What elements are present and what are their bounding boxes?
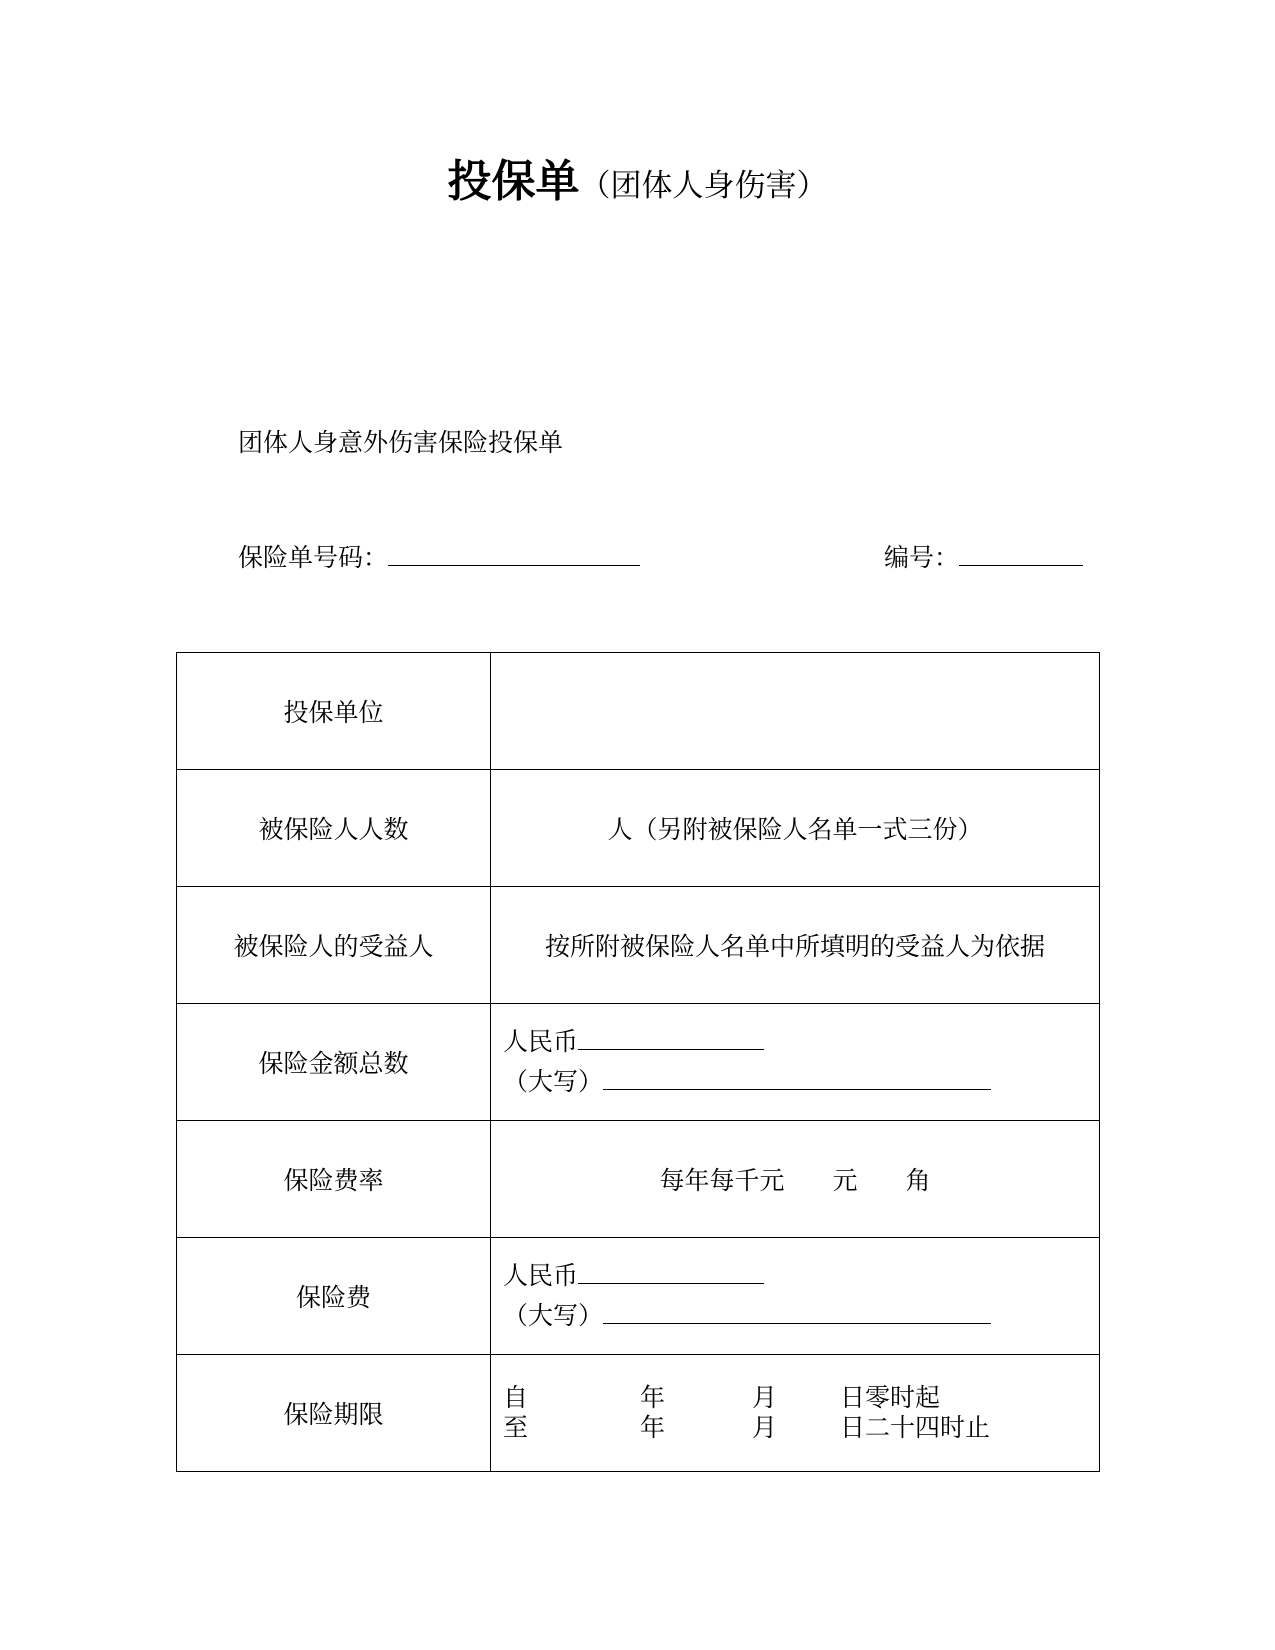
premium-rate-label: 保险费率 bbox=[177, 1121, 491, 1238]
premium-upper-field[interactable] bbox=[603, 1299, 991, 1324]
period-to-prefix: 至 bbox=[503, 1413, 529, 1442]
insured-count-field[interactable]: 人（另附被保险人名单一式三份） bbox=[491, 770, 1100, 887]
beneficiary-label: 被保险人的受益人 bbox=[177, 887, 491, 1004]
premium-label: 保险费 bbox=[177, 1238, 491, 1355]
serial-number-field[interactable] bbox=[959, 541, 1083, 566]
table-row bbox=[177, 770, 1100, 887]
sum-insured-cell bbox=[491, 1004, 1100, 1121]
table-row bbox=[177, 1004, 1100, 1121]
sum-insured-upper-label: （大写） bbox=[503, 1067, 604, 1096]
sum-insured-upper-line bbox=[503, 1062, 1099, 1102]
period-cell bbox=[491, 1355, 1100, 1472]
policy-number-field[interactable] bbox=[388, 541, 640, 566]
period-from-prefix: 自 bbox=[503, 1383, 529, 1412]
application-form-table bbox=[176, 652, 1100, 1472]
period-from-month: 月 bbox=[752, 1383, 778, 1412]
applicant-label: 投保单位 bbox=[177, 653, 491, 770]
premium-rmb-label: 人民币 bbox=[503, 1261, 579, 1290]
premium-rate-jiao: 角 bbox=[905, 1166, 931, 1195]
premium-rate-prefix: 每年每千元 bbox=[659, 1166, 785, 1195]
title-suffix: （团体人身伤害） bbox=[579, 168, 828, 204]
premium-upper-line bbox=[503, 1296, 1099, 1336]
period-to-year: 年 bbox=[640, 1413, 666, 1442]
period-to-end: 日二十四时止 bbox=[840, 1413, 991, 1442]
premium-upper-label: （大写） bbox=[503, 1301, 604, 1330]
premium-rmb-line bbox=[503, 1256, 1099, 1296]
policy-number-row bbox=[238, 538, 640, 574]
premium-rate-cell bbox=[491, 1121, 1100, 1238]
premium-rmb-field[interactable] bbox=[578, 1259, 764, 1284]
period-from-year: 年 bbox=[640, 1383, 666, 1412]
form-subtitle: 团体人身意外伤害保险投保单 bbox=[238, 428, 564, 457]
period-from-end: 日零时起 bbox=[840, 1383, 941, 1412]
premium-cell bbox=[491, 1238, 1100, 1355]
serial-number-row bbox=[884, 538, 1083, 574]
beneficiary-value: 按所附被保险人名单中所填明的受益人为依据 bbox=[491, 887, 1100, 1004]
period-label: 保险期限 bbox=[177, 1355, 491, 1472]
title-main: 投保单 bbox=[447, 156, 580, 207]
table-row bbox=[177, 653, 1100, 770]
period-to-line bbox=[503, 1413, 1099, 1443]
sum-insured-label: 保险金额总数 bbox=[177, 1004, 491, 1121]
applicant-field[interactable] bbox=[491, 653, 1100, 770]
policy-number-label: 保险单号码： bbox=[238, 543, 389, 572]
table-row bbox=[177, 887, 1100, 1004]
serial-number-label: 编号： bbox=[884, 543, 960, 572]
premium-rate-yuan: 元 bbox=[832, 1166, 858, 1195]
sum-insured-upper-field[interactable] bbox=[603, 1065, 991, 1090]
page-title bbox=[0, 145, 1275, 209]
table-row bbox=[177, 1238, 1100, 1355]
period-from-line bbox=[503, 1383, 1099, 1413]
insured-count-label: 被保险人人数 bbox=[177, 770, 491, 887]
sum-insured-rmb-line bbox=[503, 1022, 1099, 1062]
period-to-month: 月 bbox=[752, 1413, 778, 1442]
table-row bbox=[177, 1121, 1100, 1238]
table-row bbox=[177, 1355, 1100, 1472]
sum-insured-rmb-label: 人民币 bbox=[503, 1027, 579, 1056]
sum-insured-rmb-field[interactable] bbox=[578, 1025, 764, 1050]
